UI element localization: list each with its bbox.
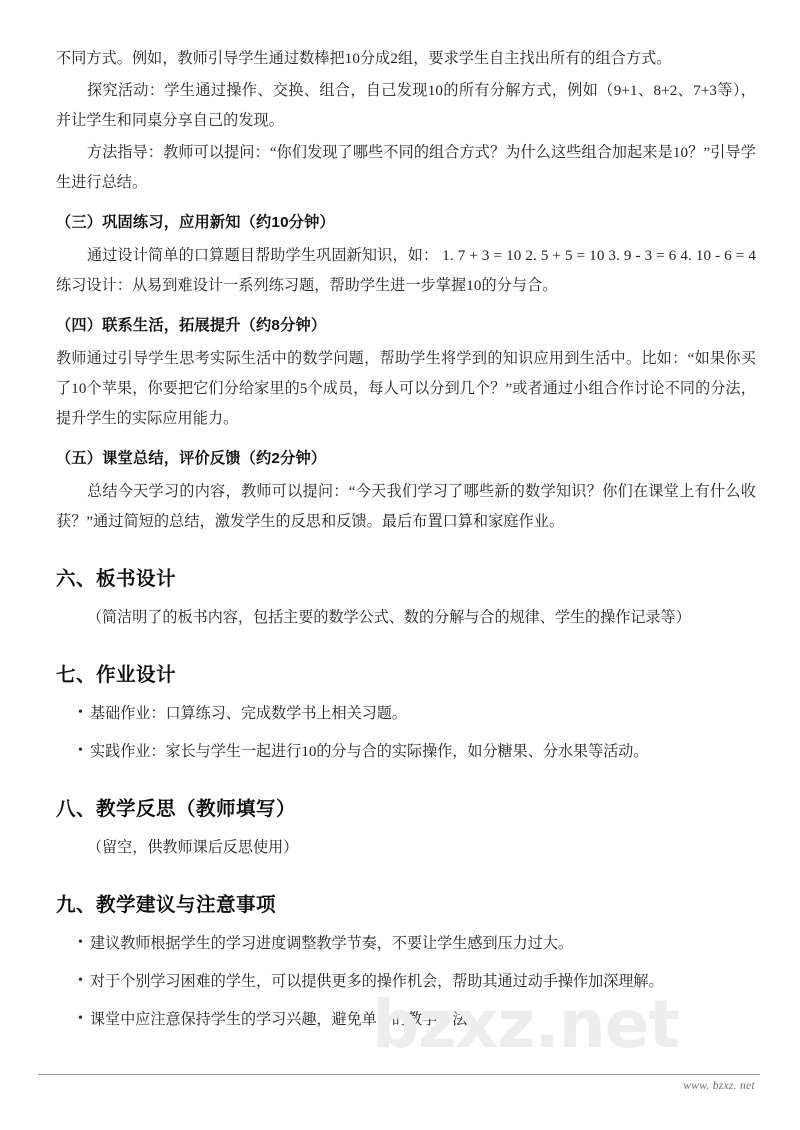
paragraph-exploration-activity: 探究活动：学生通过操作、交换、组合，自己发现10的所有分解方式，例如（9+1、8+2、7+3等），并让学生和同桌分享自己的发现。	[56, 83, 756, 129]
footer-divider	[38, 1074, 760, 1075]
paragraph-part-four: 教师通过引导学生思考实际生活中的数学问题，帮助学生将学到的知识应用到生活中。比如：“如果你买了10个苹果，你要把它们分给家里的5个成员，每人可以分到几个？”或者通过小组合作讨论不同的分法，提升学生的实际应用能力。	[56, 351, 756, 427]
section-heading-six: 六、板书设计	[56, 568, 177, 590]
page-content	[56, 44, 756, 1043]
section-seven-list	[56, 699, 756, 767]
list-item: • 实践作业：家长与学生一起进行10的分与合的实际操作，如分糖果、分水果等活动。	[56, 737, 756, 767]
list-item: • 建议教师根据学生的学习进度调整教学节奏，不要让学生感到压力过大。	[56, 929, 756, 959]
subheading-part-five: （五）课堂总结，评价反馈（约2分钟）	[56, 450, 327, 467]
section-heading-seven: 七、作业设计	[56, 664, 177, 686]
paragraph-continued: 不同方式。例如，教师引导学生通过数棒把10分成2组，要求学生自主找出所有的组合方式。	[56, 51, 672, 67]
section-heading-nine: 九、教学建议与注意事项	[56, 894, 277, 916]
paragraph-part-five: 总结今天学习的内容，教师可以提问：“今天我们学习了哪些新的数学知识？你们在课堂上有什么收获？”通过简短的总结，激发学生的反思和反馈。最后布置口算和家庭作业。	[56, 484, 756, 530]
paragraph-method-guidance: 方法指导：教师可以提问：“你们发现了哪些不同的组合方式？为什么这些组合加起来是10？”引导学生进行总结。	[56, 145, 756, 191]
paragraph-part-three: 通过设计简单的口算题目帮助学生巩固新知识，如： 1. 7 + 3 = 10 2. 5 + 5 = 10 3. 9 - 3 = 6 4. 10 - 6 = 4 练习设计：从易到难设计一系列练习题，帮助学生进一步掌握10的分与合。	[56, 248, 756, 294]
list-item: • 课堂中应注意保持学生的学习兴趣，避免单一的教学方法。	[56, 1005, 756, 1035]
subheading-part-three: （三）巩固练习，应用新知（约10分钟）	[56, 214, 335, 231]
footer-url: www. bzxz. net	[683, 1080, 755, 1092]
section-heading-eight: 八、教学反思（教师填写）	[56, 798, 297, 820]
subheading-part-four: （四）联系生活，拓展提升（约8分钟）	[56, 317, 327, 334]
list-item: • 基础作业：口算练习、完成数学书上相关习题。	[56, 699, 756, 729]
site-watermark: bzxz.net	[372, 986, 680, 1063]
section-eight-note: （留空，供教师课后反思使用）	[86, 840, 299, 856]
list-item: • 对于个别学习困难的学生，可以提供更多的操作机会，帮助其通过动手操作加深理解。	[56, 967, 756, 997]
section-six-note: （简洁明了的板书内容，包括主要的数学公式、数的分解与合的规律、学生的操作记录等）	[86, 610, 691, 626]
